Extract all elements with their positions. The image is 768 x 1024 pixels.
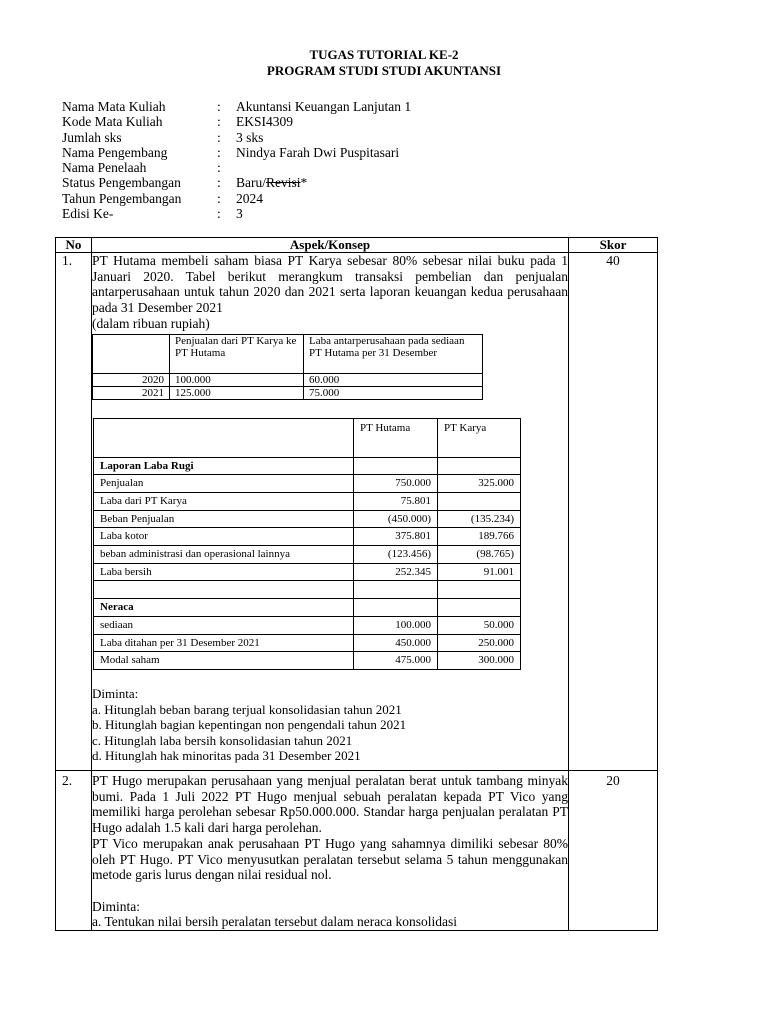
document-subtitle: PROGRAM STUDI STUDI AKUNTANSI [266, 63, 502, 78]
task-list [92, 686, 568, 764]
question-text [92, 253, 568, 332]
meta-row [62, 130, 411, 145]
header-aspek: Aspek/Konsep [92, 238, 569, 253]
meta-label: Kode Mata Kuliah [62, 114, 163, 130]
table-row [94, 546, 521, 564]
table-header-row [93, 334, 483, 373]
table-cell [438, 492, 521, 510]
table-cell [94, 418, 354, 457]
table-cell: 2020 [93, 373, 170, 386]
meta-value [236, 175, 307, 190]
table-row [94, 528, 521, 546]
meta-row [62, 206, 411, 221]
table-cell: Beban Penjualan [94, 510, 354, 528]
col-pt-hutama: PT Hutama [354, 418, 438, 457]
table-cell: Penjualan [94, 475, 354, 493]
meta-colon: : [217, 114, 221, 130]
task-item: a. Tentukan nilai bersih peralatan tersebut dalam neraca konsolidasi [92, 914, 458, 930]
table-cell: beban administrasi dan operasional lainnya [94, 546, 354, 564]
table-cell [354, 581, 438, 599]
question-content [92, 771, 569, 931]
status-asterisk: * [300, 175, 308, 191]
meta-colon: : [217, 129, 221, 145]
diminta-label: Diminta: [92, 898, 140, 914]
meta-label: Edisi Ke- [62, 206, 114, 222]
table-cell: 750.000 [354, 475, 438, 493]
unit-note: (dalam ribuan rupiah) [92, 315, 210, 331]
question-row-1 [56, 253, 658, 771]
table-cell: 75.000 [304, 386, 483, 399]
meta-label: Nama Pengembang [62, 144, 168, 160]
table-row [94, 599, 521, 617]
question-text [92, 773, 568, 930]
meta-colon: : [217, 206, 221, 222]
meta-label: Jumlah sks [62, 129, 122, 145]
course-info [62, 99, 411, 221]
section-laba-rugi: Laporan Laba Rugi [94, 457, 354, 475]
question-content [92, 253, 569, 771]
transaction-table [92, 334, 483, 400]
header-no: No [56, 238, 92, 253]
table-cell: Laba kotor [94, 528, 354, 546]
question-score: 40 [569, 253, 658, 771]
table-cell: sediaan [94, 616, 354, 634]
table-cell [94, 581, 354, 599]
financial-statement-table [93, 418, 521, 670]
table-row [94, 581, 521, 599]
table-cell: Laba antarperusahaan pada sediaan PT Hutama per 31 Desember [304, 334, 483, 373]
table-cell: Modal saham [94, 652, 354, 670]
meta-colon: : [217, 175, 221, 191]
table-row [94, 475, 521, 493]
questions-table [55, 237, 658, 931]
diminta-label: Diminta: [92, 685, 139, 701]
table-row [93, 373, 483, 386]
question-paragraph: PT Hugo merupakan perusahaan yang menjual peralatan berat untuk tambang minyak bumi. Pada 1 Juli 2022 PT Hugo menjual sebuah peralatan kepada PT Vico yang memiliki harga perolehan sebesar Rp50.000.000. Standar harga penjualan peralatan PT Hugo adalah 1.5 kali dari harga perolehan. [92, 773, 568, 836]
table-cell: 300.000 [438, 652, 521, 670]
table-cell: Laba ditahan per 31 Desember 2021 [94, 634, 354, 652]
table-cell: 100.000 [170, 373, 304, 386]
table-cell: 75.801 [354, 492, 438, 510]
status-revisi-struck: Revisi [266, 175, 301, 191]
meta-label: Tahun Pengembangan [62, 190, 182, 206]
table-cell [93, 334, 170, 373]
table-row [94, 492, 521, 510]
task-item: b. Hitunglah bagian kepentingan non pengendali tahun 2021 [92, 717, 407, 733]
meta-label: Nama Mata Kuliah [62, 99, 166, 114]
table-row [94, 457, 521, 475]
meta-row [62, 99, 411, 114]
table-row [94, 652, 521, 670]
table-cell: 189.766 [438, 528, 521, 546]
header-skor: Skor [569, 238, 658, 253]
task-item: c. Hitunglah laba bersih konsolidasian tahun 2021 [92, 732, 353, 748]
task-item: a. Hitunglah beban barang terjual konsolidasian tahun 2021 [92, 701, 402, 717]
meta-row [62, 160, 411, 175]
meta-colon: : [217, 144, 221, 160]
question-row-2 [56, 771, 658, 931]
meta-label: Status Pengembangan [62, 175, 181, 191]
table-cell: 50.000 [438, 616, 521, 634]
meta-value: Nindya Farah Dwi Puspitasari [236, 144, 400, 160]
meta-row [62, 191, 411, 206]
question-score: 20 [569, 771, 658, 931]
table-cell: Laba bersih [94, 563, 354, 581]
meta-value: 3 [236, 206, 243, 222]
meta-colon: : [217, 190, 221, 206]
table-cell: (98.765) [438, 546, 521, 564]
col-pt-karya: PT Karya [438, 418, 521, 457]
section-neraca: Neraca [94, 599, 354, 617]
table-cell: 475.000 [354, 652, 438, 670]
table-row [94, 510, 521, 528]
table-cell: 91.001 [438, 563, 521, 581]
meta-value: 3 sks [236, 129, 264, 145]
question-paragraph: PT Vico merupakan anak perusahaan PT Hugo yang sahamnya dimiliki sebesar 80% oleh PT Hugo. PT Vico menyusutkan peralatan tersebut selama 5 tahun menggunakan metode garis lurus dengan nilai residual nol. [92, 835, 568, 883]
table-row [93, 386, 483, 399]
table-cell: (450.000) [354, 510, 438, 528]
status-baru: Baru/ [236, 175, 266, 191]
table-cell: 250.000 [438, 634, 521, 652]
table-cell [438, 581, 521, 599]
table-row [94, 563, 521, 581]
meta-row [62, 145, 411, 160]
table-cell: 125.000 [170, 386, 304, 399]
meta-label: Nama Penelaah [62, 160, 147, 176]
question-paragraph: PT Hutama membeli saham biasa PT Karya sebesar 80% sebesar nilai buku pada 1 Januari 2020. Tabel berikut merangkum transaksi pembelian dan penjualan antarperusahaan untuk tahun 2020 dan 2021 serta laporan keuangan kedua perusahaan pada 31 Desember 2021 [92, 253, 568, 316]
table-cell [438, 457, 521, 475]
table-cell [438, 599, 521, 617]
table-cell: 60.000 [304, 373, 483, 386]
table-cell: 2021 [93, 386, 170, 399]
meta-row [62, 175, 411, 190]
table-cell: Laba dari PT Karya [94, 492, 354, 510]
table-cell: 100.000 [354, 616, 438, 634]
table-cell: 450.000 [354, 634, 438, 652]
task-item: d. Hitunglah hak minoritas pada 31 Desember 2021 [92, 748, 361, 764]
table-cell [354, 599, 438, 617]
table-cell: 375.801 [354, 528, 438, 546]
table-cell: (135.234) [438, 510, 521, 528]
table-cell: 325.000 [438, 475, 521, 493]
meta-value: Akuntansi Keuangan Lanjutan 1 [236, 99, 412, 114]
table-cell: 252.345 [354, 563, 438, 581]
meta-value: EKSI4309 [236, 114, 293, 130]
meta-colon: : [217, 160, 221, 176]
question-number: 1. [56, 253, 92, 771]
meta-colon: : [217, 99, 221, 114]
table-row [94, 634, 521, 652]
document-title: TUGAS TUTORIAL KE-2 [309, 47, 459, 62]
meta-row [62, 114, 411, 129]
table-header-row [94, 418, 521, 457]
table-cell: (123.456) [354, 546, 438, 564]
table-cell [354, 457, 438, 475]
meta-value: 2024 [236, 190, 263, 206]
question-number: 2. [56, 771, 92, 931]
table-cell: Penjualan dari PT Karya ke PT Hutama [170, 334, 304, 373]
table-row [94, 616, 521, 634]
